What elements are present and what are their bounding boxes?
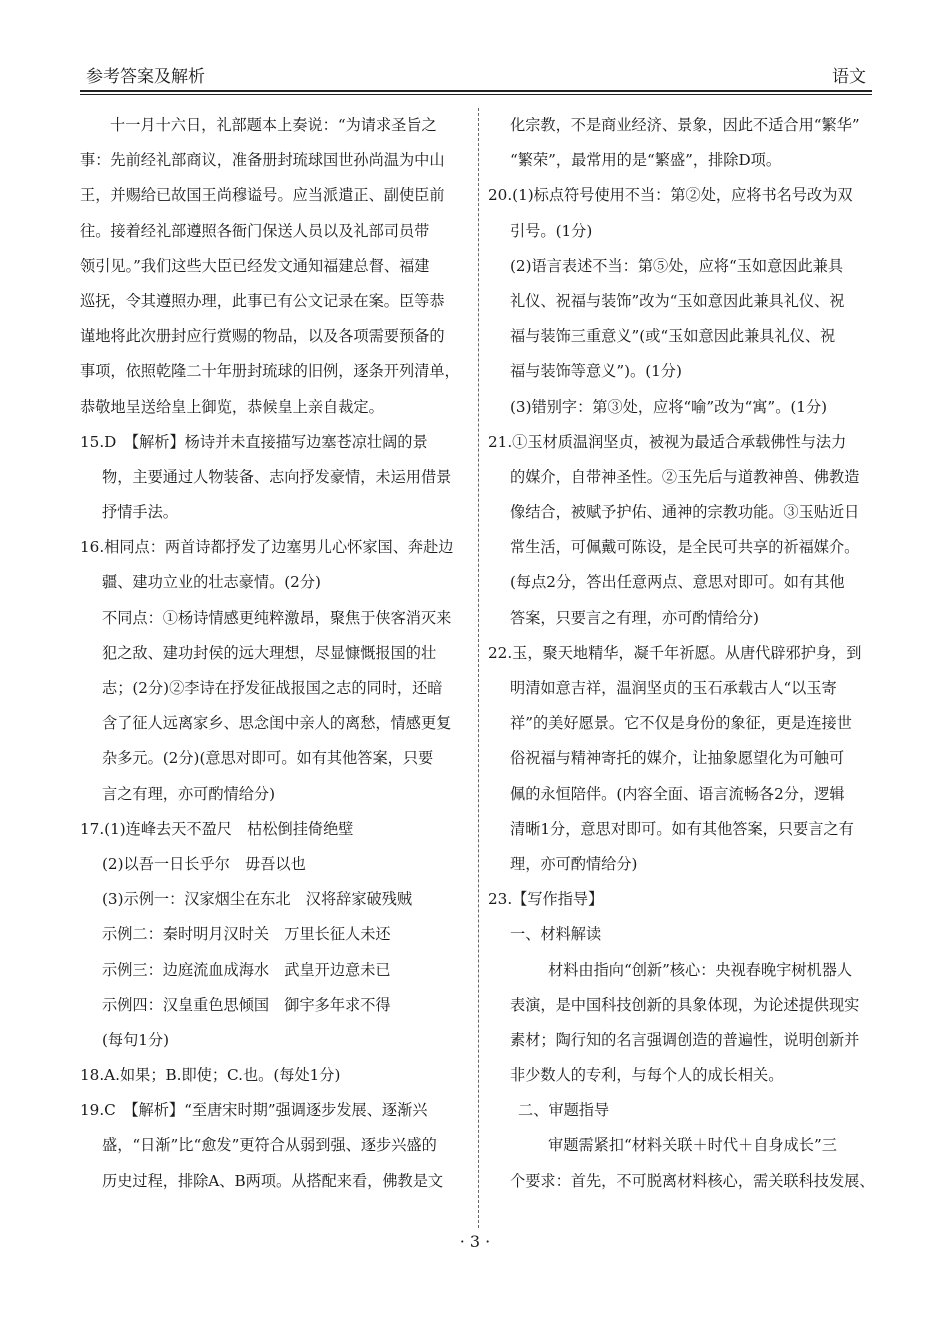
text-line: 礼仪、祝福与装饰”改为“玉如意因此兼具礼仪、祝: [510, 291, 845, 310]
header-subject: 语文: [832, 67, 866, 87]
answer-21: 21.①玉材质温润坚贞，被视为最适合承载佛性与法力: [488, 432, 847, 451]
answer-19: 19.C 【解析】“至唐宋时期”强调逐步发展、逐渐兴: [80, 1101, 428, 1120]
text-line: 犯之敌、建功封侯的远大理想，尽显慷慨报国的壮: [102, 643, 437, 662]
header-rule-thin: [80, 94, 872, 95]
answer-16: 16.相同点：两首诗都抒发了边塞男儿心怀家国、奔赴边: [80, 538, 454, 557]
text-line: (3)错别字：第③处，应将“喻”改为“寓”。(1分): [510, 397, 828, 416]
header-rule-thick: [80, 90, 872, 92]
text-line: 疆、建功立业的壮志豪情。(2分): [102, 573, 321, 592]
text-line: 谨地将此次册封应行赏赐的物品，以及各项需要预备的: [80, 327, 445, 346]
text-line: 俗祝福与精神寄托的媒介，让抽象愿望化为可触可: [510, 749, 845, 768]
text-line: 示例四：汉皇重色思倾国 御宇多年求不得: [102, 995, 391, 1014]
text-line: 王，并赐给已故国王尚穆谥号。应当派遣正、副使臣前: [80, 186, 445, 205]
section-heading: 二、审题指导: [518, 1101, 610, 1120]
text-line: 的媒介，自带神圣性。②玉先后与道教神兽、佛教造: [510, 467, 860, 486]
text-line: 引号。(1分): [510, 221, 593, 240]
text-line: 审题需紧扣“材料关联＋时代＋自身成长”三: [548, 1136, 837, 1155]
text-line: 理，亦可酌情给分): [510, 854, 638, 873]
text-line: 素材；陶行知的名言强调创造的普遍性，说明创新并: [510, 1030, 860, 1049]
left-column: [80, 108, 468, 1199]
text-line: 材料由指向“创新”核心：央视春晚宇树机器人: [548, 960, 853, 979]
text-line: (2)以吾一日长乎尔 毋吾以也: [102, 854, 306, 873]
text-line: 言之有理，亦可酌情给分): [102, 784, 275, 803]
text-line: 表演，是中国科技创新的具象体现，为论述提供现实: [510, 995, 860, 1014]
column-divider: [478, 108, 479, 1228]
text-line: 往。接着经礼部遵照各衙门保送人员以及礼部司员带: [80, 221, 430, 240]
text-line: 示例三：边庭流血成海水 武皇开边意未已: [102, 960, 391, 979]
text-line: 恭敬地呈送给皇上御览，恭候皇上亲自裁定。: [80, 397, 384, 416]
right-column: [488, 108, 874, 1199]
text-line: 佩的永恒陪伴。(内容全面、语言流畅各2分，逻辑: [510, 784, 845, 803]
page-number: · 3 ·: [459, 1232, 491, 1251]
text-line: (每点2分，答出任意两点、意思对即可。如有其他: [510, 573, 845, 592]
text-line: 事：先前经礼部商议，准备册封琉球国世孙尚温为中山: [80, 151, 445, 170]
section-heading: 一、材料解读: [510, 925, 602, 944]
text-line: 福与装饰三重意义”(或“玉如意因此兼具礼仪、祝: [510, 327, 836, 346]
answer-22: 22.玉，聚天地精华，凝千年祈愿。从唐代辟邪护身，到: [488, 643, 862, 662]
text-line: 含了征人远离家乡、思念闺中亲人的离愁，情感更复: [102, 714, 452, 733]
text-line: (2)语言表述不当：第⑤处，应将“玉如意因此兼具: [510, 256, 844, 275]
text-line: 明清如意吉祥，温润坚贞的玉石承载古人“以玉寄: [510, 679, 837, 697]
text-line: 常生活，可佩戴可陈设，是全民可共享的祈福媒介。: [510, 538, 860, 557]
text-line: 抒情手法。: [102, 503, 178, 522]
text-line: 福与装饰等意义”)。(1分): [510, 362, 682, 381]
text-line: (3)示例一：汉家烟尘在东北 汉将辞家破残贼: [102, 890, 413, 909]
text-line: 像结合，被赋予护佑、通神的宗教功能。③玉贴近日: [510, 503, 860, 522]
text-line: 清晰1分，意思对即可。如有其他答案，只要言之有: [510, 819, 854, 838]
text-line: 示例二：秦时明月汉时关 万里长征人未还: [102, 925, 391, 944]
text-line: 个要求：首先，不可脱离材料核心，需关联科技发展、: [510, 1171, 874, 1190]
text-line: 非少数人的专利，与每个人的成长相关。: [510, 1066, 784, 1085]
text-line: 领引见。”我们这些大臣已经发文通知福建总督、福建: [80, 256, 430, 275]
text-line: 不同点：①杨诗情感更纯粹激昂，聚焦于侠客消灭来: [102, 608, 452, 627]
text-line: 巡抚，令其遵照办理，此事已有公文记录在案。臣等恭: [80, 291, 445, 310]
text-line: 历史过程，排除A、B两项。从搭配来看，佛教是文: [102, 1171, 444, 1190]
text-line: 杂多元。(2分)(意思对即可。如有其他答案，只要: [102, 749, 434, 768]
header-title: 参考答案及解析: [86, 67, 205, 87]
text-line: 志；(2分)②李诗在抒发征战报国之志的同时，还暗: [102, 679, 443, 697]
text-line: 祥”的美好愿景。它不仅是身份的象征，更是连接世: [510, 714, 852, 733]
text-line: 盛，“日渐”比“愈发”更符合从弱到强、逐步兴盛的: [102, 1136, 437, 1155]
answer-20: 20.(1)标点符号使用不当：第②处，应将书名号改为双: [488, 186, 853, 205]
text-line: 物，主要通过人物装备、志向抒发豪情，未运用借景: [102, 467, 452, 486]
text-line: 化宗教，不是商业经济、景象，因此不适合用“繁华”: [510, 116, 860, 134]
text-line: 事项，依照乾隆二十年册封琉球的旧例，逐条开列清单，: [80, 362, 460, 381]
text-line: “繁荣”，最常用的是“繁盛”，排除D项。: [510, 151, 782, 170]
text-line: (每句1分): [102, 1030, 170, 1049]
answer-17: 17.(1)连峰去天不盈尺 枯松倒挂倚绝壁: [80, 819, 354, 838]
text-line: 答案，只要言之有理，亦可酌情给分): [510, 608, 759, 627]
page-header: [80, 62, 872, 90]
answer-18: 18.A.如果；B.即使；C.也。(每处1分): [80, 1066, 341, 1085]
answer-23: 23.【写作指导】: [488, 890, 604, 909]
text-line: 十一月十六日，礼部题本上奏说：“为请求圣旨之: [110, 116, 437, 134]
answer-15: 15.D 【解析】杨诗并未直接描写边塞苍凉壮阔的景: [80, 432, 428, 451]
